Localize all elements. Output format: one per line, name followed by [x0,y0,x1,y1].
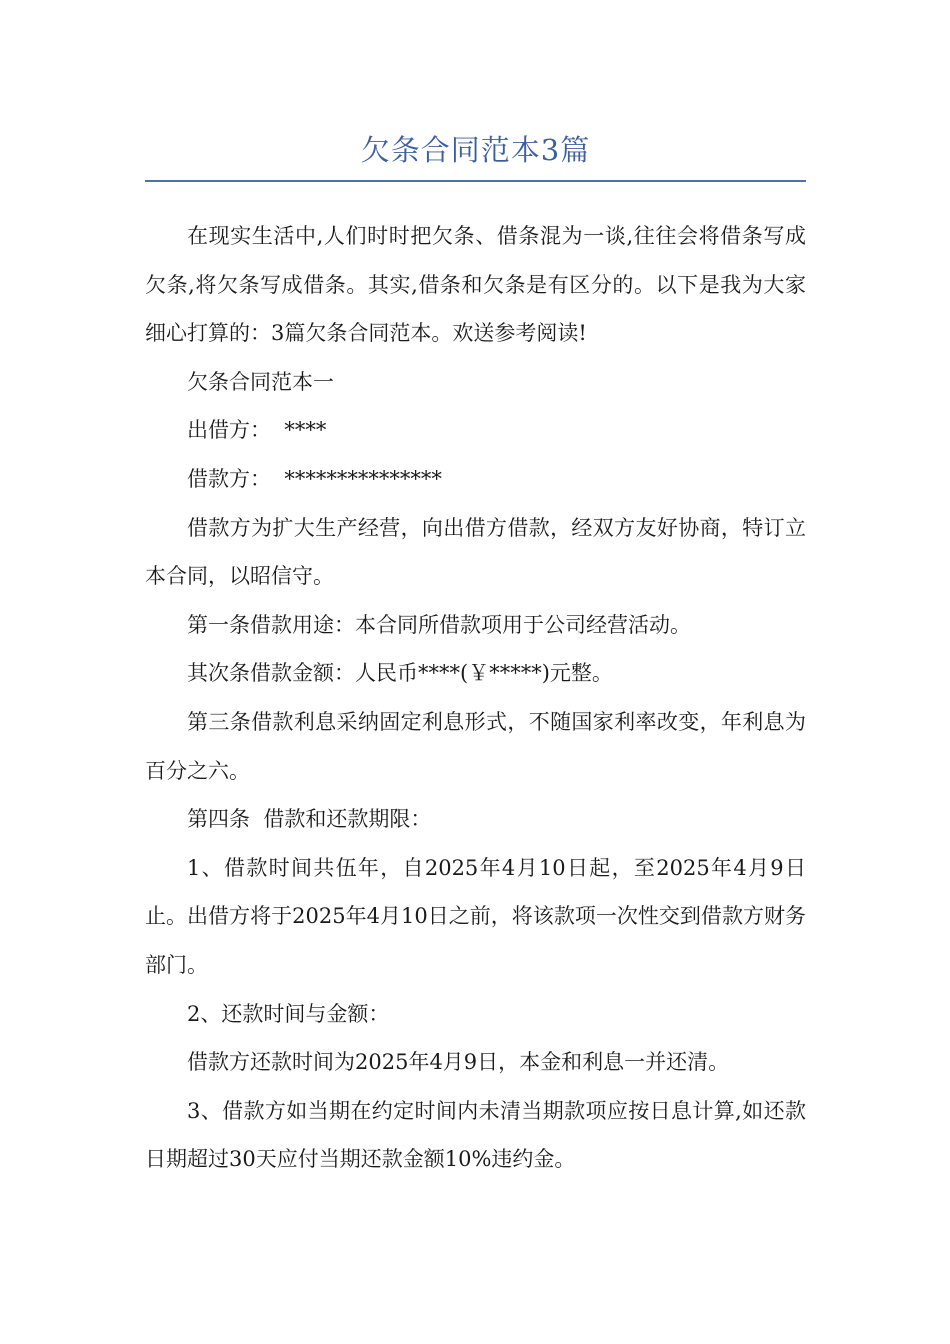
intro-paragraph: 在现实生活中,人们时时把欠条、借条混为一谈,往往会将借条写成欠条,将欠条写成借条。其实,借条和欠条是有区分的。以下是我为大家细心打算的：3篇欠条合同范本。欢送参考阅读! [145,224,806,346]
clause-amount: 其次条借款金额：人民币****(￥*****)元整。 [187,661,613,686]
document-title: 欠条合同范本3篇 [360,133,591,167]
title-underline [145,180,806,182]
clause-purpose: 第一条借款用途：本合同所借款项用于公司经营活动。 [187,612,691,637]
borrower-line: 借款方： *************** [187,466,442,491]
clause-term-heading: 第四条 借款和还款期限： [187,807,432,832]
clause-interest: 第三条借款利息采纳固定利息形式，不随国家利率改变，年利息为百分之六。 [145,709,806,783]
contract-preamble: 借款方为扩大生产经营，向出借方借款，经双方友好协商，特订立本合同，以昭信守。 [145,515,806,589]
repayment-detail: 借款方还款时间为2025年4月9日，本金和利息一并还清。 [187,1050,730,1075]
lender-line: 出借方： **** [187,418,327,443]
section-heading: 欠条合同范本一 [187,369,334,394]
clause-term-item-2: 2、还款时间与金额： [187,1001,390,1026]
document-body [145,212,806,1184]
clause-term-item-3: 3、借款方如当期在约定时间内未清当期款项应按日息计算,如还款日期超过30天应付当期还款金额10%违约金。 [145,1098,806,1172]
clause-term-item-1: 1、借款时间共伍年，自2025年4月10日起，至2025年4月9日止。出借方将于2025年4月10日之前，将该款项一次性交到借款方财务部门。 [145,855,806,977]
